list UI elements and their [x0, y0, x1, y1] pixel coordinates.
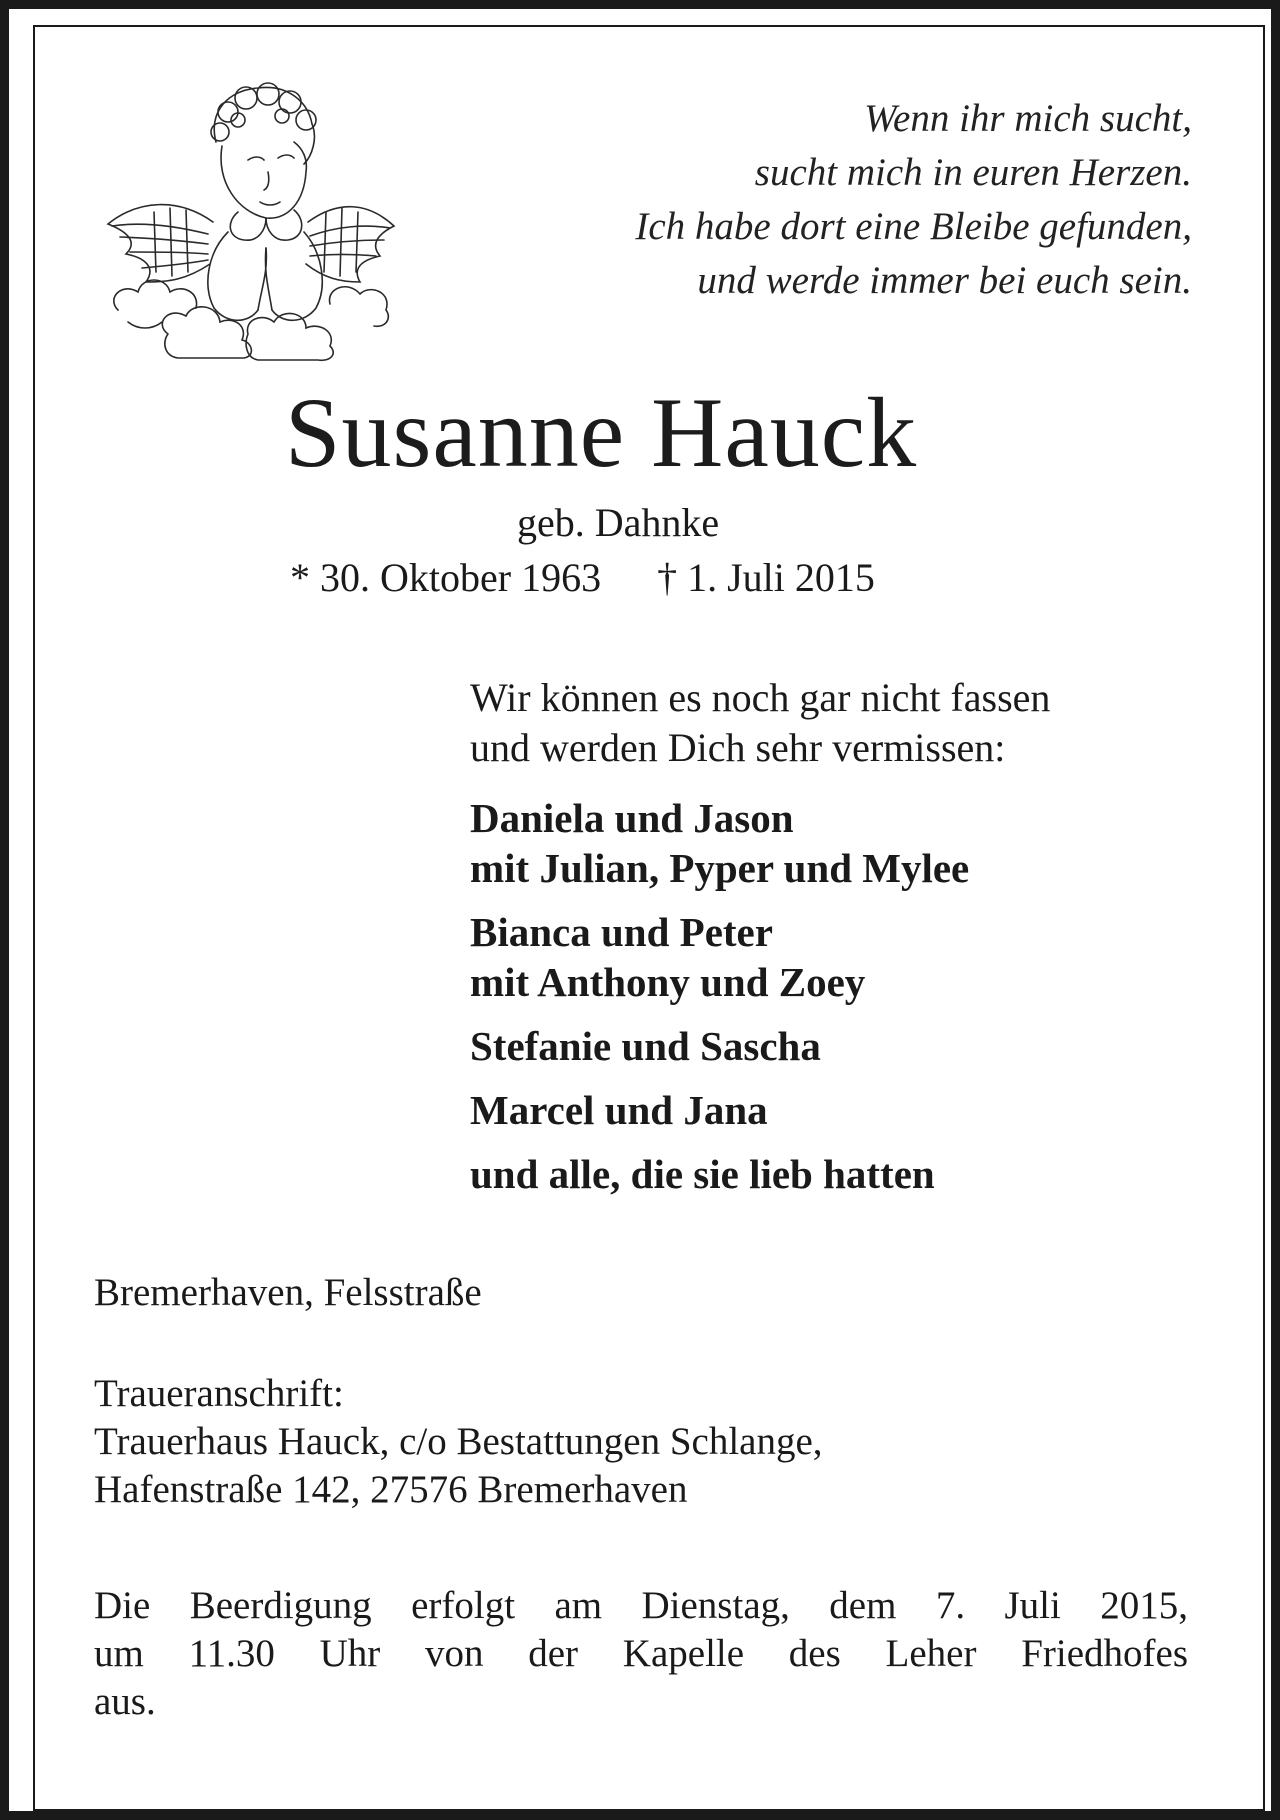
mourners-list [470, 793, 969, 1213]
mourner-group [470, 1149, 969, 1199]
funeral-line: um 11.30 Uhr von der Kapelle des Leher Friedhofes [94, 1632, 1188, 1675]
birth-name: geb. Dahnke [517, 500, 720, 545]
mourner-group [470, 1085, 969, 1135]
deceased-name: Susanne Hauck [284, 377, 918, 488]
mourning-address [94, 1370, 823, 1514]
intro-line: und werden Dich sehr vermissen: [470, 725, 1006, 770]
mourner-group [470, 1021, 969, 1071]
mourner-line: Bianca und Peter [470, 909, 773, 955]
mourner-group [470, 793, 969, 893]
life-dates [290, 553, 875, 603]
mourner-line: und alle, die sie lieb hatten [470, 1151, 935, 1197]
mourner-line: Stefanie und Sascha [470, 1023, 821, 1069]
poem-line: und werde immer bei euch sein. [697, 259, 1192, 302]
funeral-line: aus. [94, 1680, 156, 1723]
mourner-line: Marcel und Jana [470, 1087, 768, 1133]
cherub-angel-icon [98, 72, 398, 362]
death-date: † 1. Juli 2015 [657, 555, 875, 600]
poem-line: sucht mich in euren Herzen. [754, 151, 1192, 194]
poem-line: Ich habe dort eine Bleibe gefunden, [635, 205, 1192, 248]
mourner-line: Daniela und Jason [470, 795, 794, 841]
intro-line: Wir können es noch gar nicht fassen [470, 675, 1051, 720]
mourner-line: mit Julian, Pyper und Mylee [470, 845, 970, 891]
address-line: Trauerhaus Hauck, c/o Bestattungen Schlange, [94, 1420, 823, 1463]
memorial-poem [432, 92, 1192, 308]
funeral-line: Die Beerdigung erfolgt am Dienstag, dem 7. Juli 2015, [94, 1584, 1188, 1627]
mourner-line: mit Anthony und Zoey [470, 959, 866, 1005]
address-label: Traueranschrift: [94, 1372, 344, 1415]
funeral-notice [94, 1582, 1188, 1726]
mourning-intro [470, 673, 1050, 773]
address-line: Hafenstraße 142, 27576 Bremerhaven [94, 1468, 688, 1511]
birth-date: * 30. Oktober 1963 [290, 555, 602, 600]
poem-line: Wenn ihr mich sucht, [864, 97, 1192, 140]
place-of-residence: Bremerhaven, Felsstraße [94, 1271, 482, 1314]
mourner-group [470, 907, 969, 1007]
